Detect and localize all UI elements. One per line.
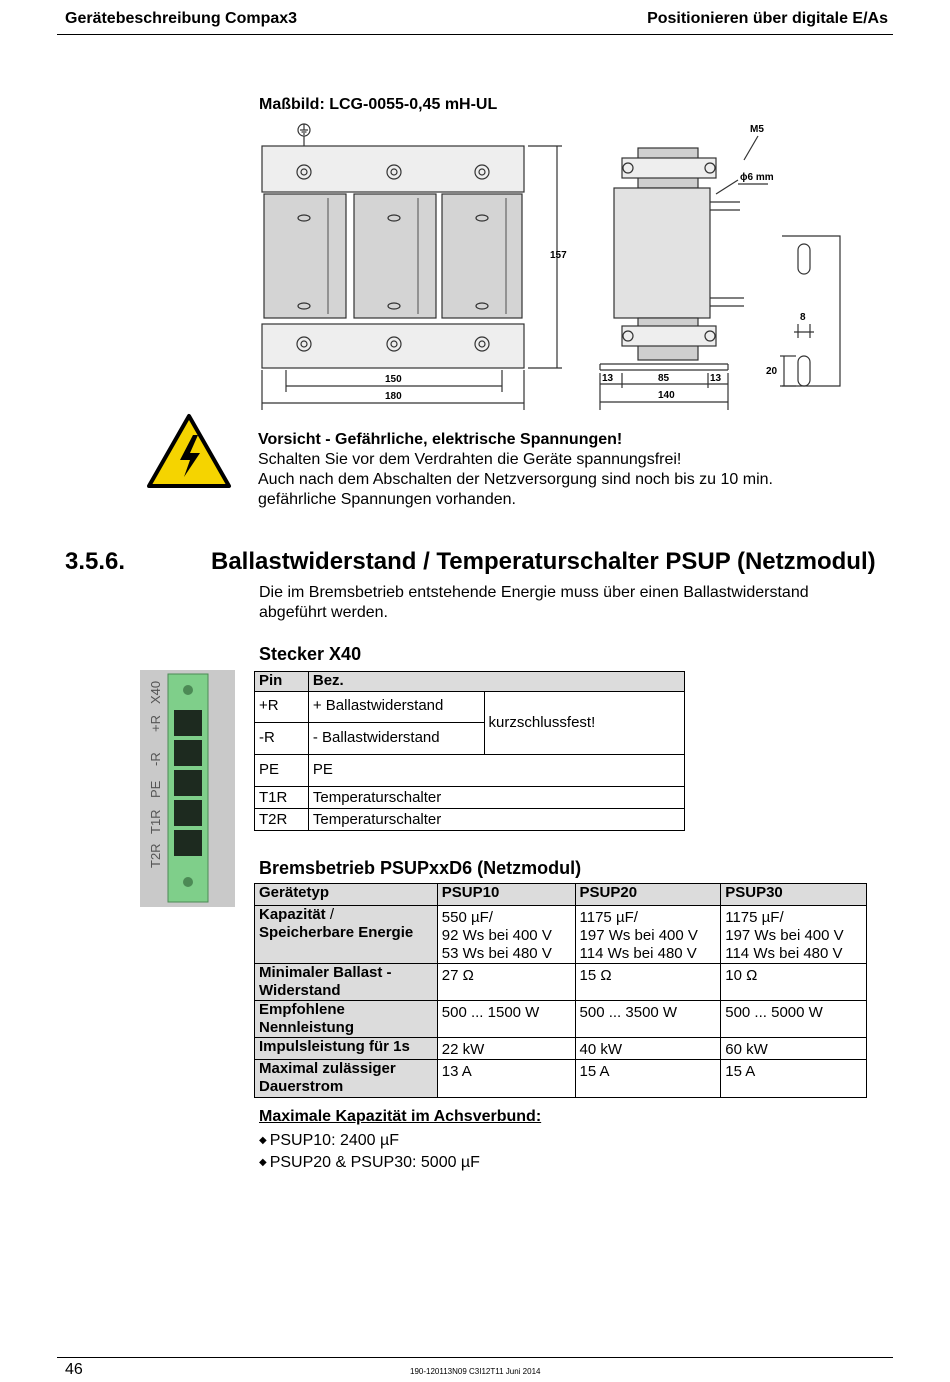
header-divider [57, 34, 893, 35]
bez-cell: + Ballastwiderstand [308, 692, 484, 723]
ground-icon [298, 124, 310, 146]
table-row [255, 787, 685, 809]
photo-label-plus-r: +R [148, 715, 163, 732]
label-side-mid: 85 [658, 373, 670, 384]
value-cell: 500 ... 3500 W [575, 1001, 721, 1038]
value-cell: 500 ... 5000 W [721, 1001, 867, 1038]
value-line: 114 Ws bei 480 V [725, 945, 843, 962]
value-cell: 60 kW [721, 1038, 867, 1060]
table-row [255, 1038, 867, 1060]
value-cell [575, 906, 721, 964]
pin-cell: -R [255, 723, 309, 755]
pin-cell: PE [255, 755, 309, 787]
row-header: Minimaler Ballast - Widerstand [255, 964, 438, 1001]
value-cell [437, 906, 575, 964]
row-header-text: Speicherbare Energie [259, 924, 414, 941]
label-m5: M5 [750, 124, 764, 135]
value-line: 1175 µF/ [579, 909, 638, 926]
value-line: 197 Ws bei 400 V [579, 927, 698, 944]
drawing-title: Maßbild: LCG-0055-0,45 mH-UL [259, 96, 498, 113]
page-number: 46 [65, 1361, 83, 1378]
label-width-inner: 150 [385, 374, 402, 385]
column-header: Gerätetyp [255, 884, 438, 906]
header-left: Gerätebeschreibung Compax3 [65, 10, 298, 27]
connector-x40-image [140, 670, 235, 907]
table-row [255, 809, 685, 831]
value-cell: 15 A [575, 1060, 721, 1098]
column-header-pin: Pin [255, 672, 309, 692]
label-hole: ϕ6 mm [740, 172, 774, 183]
bez-cell: - Ballastwiderstand [308, 723, 484, 755]
row-header: Impulsleistung für 1s [255, 1038, 438, 1060]
dimension-drawing [250, 118, 850, 410]
table-row [255, 964, 867, 1001]
pin-cell: +R [255, 692, 309, 723]
bez-cell: PE [308, 755, 684, 787]
bez-cell: Temperaturschalter [308, 787, 684, 809]
section-title: Ballastwiderstand / Temperaturschalter PSUP (Netzmodul) [211, 548, 876, 575]
value-cell: 15 A [721, 1060, 867, 1098]
label-height: 157 [550, 250, 567, 261]
pin-cell: T1R [255, 787, 309, 809]
list-item: ◆ PSUP20 & PSUP30: 5000 µF [259, 1153, 480, 1175]
value-cell: 13 A [437, 1060, 575, 1098]
warning-block [258, 430, 773, 510]
bez-cell: Temperaturschalter [308, 809, 684, 831]
value-cell: 40 kW [575, 1038, 721, 1060]
max-capacity-list [259, 1131, 480, 1175]
x40-pin-table [254, 671, 685, 831]
high-voltage-warning-icon [146, 413, 232, 489]
header-right: Positionieren über digitale E/As [647, 10, 888, 27]
value-line: 53 Ws bei 480 V [441, 945, 552, 962]
note-cell: kurzschlussfest! [484, 692, 684, 755]
table-row [255, 1060, 867, 1098]
warning-line: Auch nach dem Abschalten der Netzversorgung sind noch bis zu 10 min. [258, 471, 773, 488]
label-slot-h: 20 [766, 366, 778, 377]
warning-line: gefährliche Spannungen vorhanden. [258, 491, 516, 508]
x40-heading: Stecker X40 [259, 644, 362, 664]
row-header: Empfohlene Nennleistung [255, 1001, 438, 1038]
value-cell: 22 kW [437, 1038, 575, 1060]
value-line: 92 Ws bei 400 V [441, 927, 552, 944]
value-line: 114 Ws bei 480 V [579, 945, 697, 962]
value-cell: 27 Ω [437, 964, 575, 1001]
warning-title: Vorsicht - Gefährliche, elektrische Spannungen! [258, 431, 623, 448]
label-side-right: 13 [710, 373, 722, 384]
table-row [255, 906, 867, 964]
section-number: 3.5.6. [65, 548, 126, 575]
label-slot-w: 8 [800, 312, 806, 323]
photo-label-t1r: T1R [148, 809, 163, 834]
column-header-bez: Bez. [308, 672, 684, 692]
table-row [255, 1001, 867, 1038]
psup-heading: Bremsbetrieb PSUPxxD6 (Netzmodul) [259, 858, 582, 878]
row-header [255, 906, 438, 964]
column-header: PSUP30 [721, 884, 867, 906]
pin-cell: T2R [255, 809, 309, 831]
value-line: 550 µF/ [441, 909, 493, 926]
column-header: PSUP20 [575, 884, 721, 906]
warning-line: Schalten Sie vor dem Verdrahten die Geräte spannungsfrei! [258, 451, 682, 468]
psup-spec-table [254, 883, 867, 1098]
row-header-text: Kapazität [259, 906, 326, 923]
footer-divider [57, 1357, 893, 1358]
value-line: 1175 µF/ [725, 909, 784, 926]
value-cell: 500 ... 1500 W [437, 1001, 575, 1038]
table-row [255, 755, 685, 787]
row-header-text: / [325, 906, 335, 923]
photo-label-x40: X40 [148, 680, 163, 704]
table-row [255, 692, 685, 723]
list-item: ◆ PSUP10: 2400 µF [259, 1131, 480, 1153]
label-width-outer: 180 [385, 391, 402, 402]
max-capacity-title: Maximale Kapazität im Achsverbund: [259, 1108, 542, 1125]
value-cell: 15 Ω [575, 964, 721, 1001]
section-intro: Die im Bremsbetrieb entstehende Energie muss über einen Ballastwiderstand abgeführt werden. [259, 584, 809, 621]
label-side-total: 140 [658, 390, 675, 401]
value-cell [721, 906, 867, 964]
photo-label-t2r: T2R [148, 843, 163, 868]
row-header: Maximal zulässiger Dauerstrom [255, 1060, 438, 1098]
photo-label-minus-r: -R [148, 752, 163, 766]
label-side-left: 13 [602, 373, 614, 384]
column-header: PSUP10 [437, 884, 575, 906]
photo-label-pe: PE [148, 780, 163, 798]
document-code: 190-120113N09 C3I12T11 Juni 2014 [410, 1367, 541, 1376]
value-line: 197 Ws bei 400 V [725, 927, 844, 944]
value-cell: 10 Ω [721, 964, 867, 1001]
